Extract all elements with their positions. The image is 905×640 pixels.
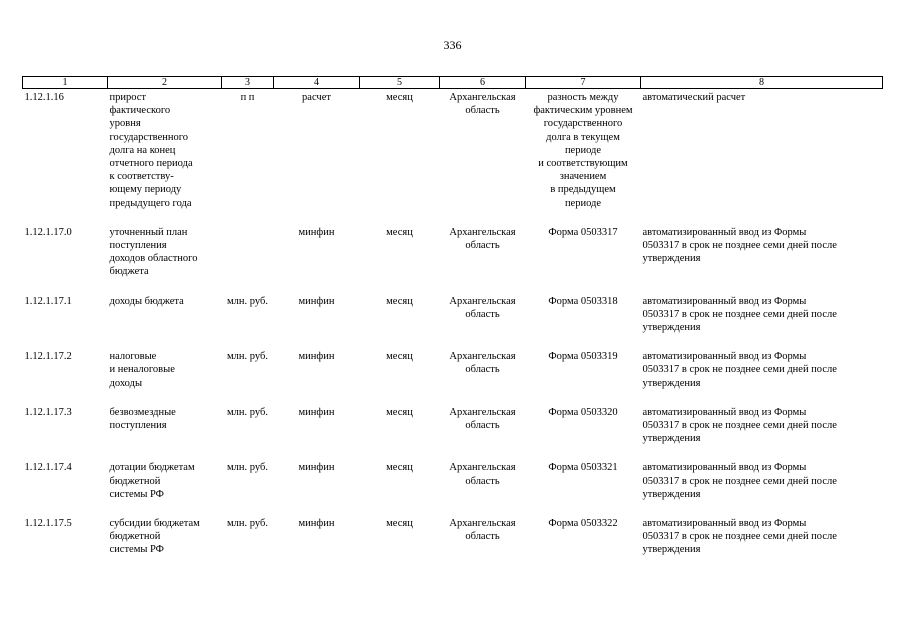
input-description: автоматизированный ввод из Формы 0503317 в срок не позднее семи дней после утверждения — [642, 351, 837, 389]
data-source: минфин — [298, 462, 335, 474]
calculation-method: Форма 0503321 — [548, 462, 618, 474]
column-number: 2 — [108, 77, 222, 89]
indicator-code: 1.12.1.17.4 — [24, 462, 72, 474]
data-source: минфин — [298, 295, 335, 307]
data-source: минфин — [298, 226, 335, 238]
input-description: автоматизированный ввод из Формы 0503317 в срок не позднее семи дней после утверждения — [642, 406, 837, 445]
indicator-code: 1.12.1.17.0 — [24, 226, 72, 238]
unit-of-measure: млн. руб. — [227, 295, 268, 307]
table-row — [23, 515, 883, 557]
indicator-name: прирост фактического уровня государственного долга на конец отчетного периода к соответству- ющему периоду предыдущего года — [109, 92, 193, 209]
territory-level: Архангельская область — [449, 406, 516, 432]
input-description: автоматизированный ввод из Формы 0503317 в срок не позднее семи дней после утверждения — [642, 462, 837, 500]
indicator-name: безвозмездные поступления — [109, 406, 176, 432]
periodicity: месяц — [386, 226, 413, 238]
periodicity: месяц — [386, 518, 413, 530]
column-number: 8 — [641, 77, 883, 89]
data-source: расчет — [302, 92, 331, 103]
indicator-code: 1.12.1.17.1 — [24, 295, 72, 307]
column-number: 4 — [274, 77, 360, 89]
periodicity: месяц — [386, 351, 413, 363]
territory-level: Архангельская область — [449, 295, 516, 320]
table-row — [23, 459, 883, 501]
column-number: 7 — [526, 77, 641, 89]
unit-of-measure: млн. руб. — [227, 351, 268, 363]
data-source: минфин — [298, 518, 335, 530]
periodicity: месяц — [386, 92, 413, 103]
indicator-code: 1.12.1.17.2 — [24, 351, 72, 363]
calculation-method: разность между фактическим уровнем государственного долга в текущем периоде и соответствующим значением в предыдущем периоде — [533, 92, 633, 209]
page-number: 336 — [443, 38, 462, 52]
indicator-code: 1.12.1.16 — [24, 92, 64, 103]
calculation-method: Форма 0503317 — [548, 226, 618, 238]
indicator-table — [22, 76, 883, 557]
indicator-code: 1.12.1.17.3 — [24, 406, 72, 418]
table-row — [23, 89, 883, 210]
territory-level: Архангельская область — [449, 518, 516, 543]
periodicity: месяц — [386, 295, 413, 307]
column-number: 5 — [360, 77, 440, 89]
calculation-method: Форма 0503319 — [548, 351, 618, 363]
table-row — [23, 293, 883, 335]
territory-level: Архангельская область — [449, 226, 516, 252]
unit-of-measure — [222, 224, 274, 279]
table-row — [23, 404, 883, 446]
indicator-name: доходы бюджета — [109, 295, 184, 307]
indicator-code: 1.12.1.17.5 — [24, 518, 72, 530]
periodicity: месяц — [386, 406, 413, 418]
column-number-row — [23, 77, 883, 89]
territory-level: Архангельская область — [449, 92, 516, 117]
calculation-method: Форма 0503318 — [548, 295, 618, 307]
indicator-name: субсидии бюджетам бюджетной системы РФ — [109, 518, 200, 556]
column-number: 1 — [23, 77, 108, 89]
data-source: минфин — [298, 351, 335, 363]
data-source: минфин — [298, 406, 335, 418]
calculation-method: Форма 0503320 — [548, 406, 618, 418]
unit-of-measure: п п — [240, 92, 255, 103]
input-description: автоматический расчет — [642, 92, 746, 103]
input-description: автоматизированный ввод из Формы 0503317 в срок не позднее семи дней после утверждения — [642, 226, 837, 265]
unit-of-measure: млн. руб. — [227, 518, 268, 530]
indicator-name: дотации бюджетам бюджетной системы РФ — [109, 462, 195, 500]
calculation-method: Форма 0503322 — [548, 518, 618, 530]
input-description: автоматизированный ввод из Формы 0503317 в срок не позднее семи дней после утверждения — [642, 518, 837, 556]
column-number: 3 — [222, 77, 274, 89]
indicator-name: налоговые и неналоговые доходы — [109, 351, 175, 389]
territory-level: Архангельская область — [449, 351, 516, 376]
input-description: автоматизированный ввод из Формы 0503317 в срок не позднее семи дней после утверждения — [642, 295, 837, 334]
indicator-name: уточненный план поступления доходов областного бюджета — [109, 226, 198, 278]
table-row — [23, 348, 883, 390]
unit-of-measure: млн. руб. — [227, 462, 268, 474]
column-number: 6 — [440, 77, 526, 89]
territory-level: Архангельская область — [449, 462, 516, 487]
periodicity: месяц — [386, 462, 413, 474]
unit-of-measure: млн. руб. — [227, 406, 268, 418]
table-row — [23, 224, 883, 279]
